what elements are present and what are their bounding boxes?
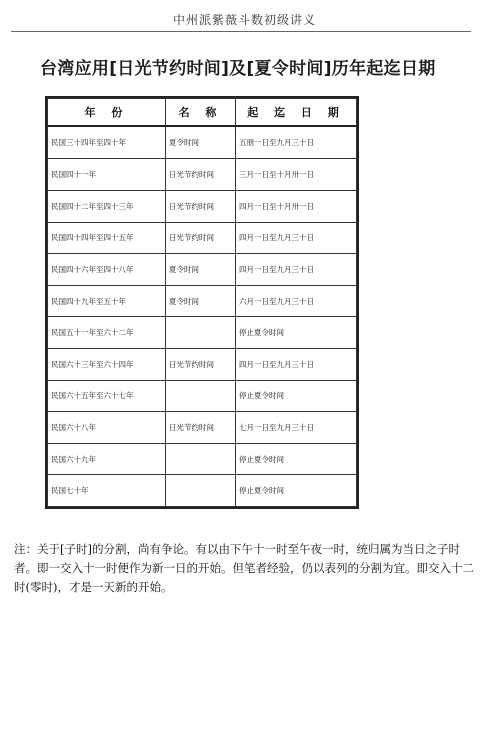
table-row xyxy=(48,159,357,191)
name-cell: 日光节约时间 xyxy=(166,191,236,223)
year-cell: 民国五十一年至六十二年 xyxy=(48,317,166,349)
header-dates: 起 迄 日 期 xyxy=(236,99,357,127)
year-cell: 民国三十四年至四十年 xyxy=(48,126,166,159)
year-cell: 民国七十年 xyxy=(48,475,166,507)
year-cell: 民国六十八年 xyxy=(48,412,166,444)
name-cell: 夏令时间 xyxy=(166,126,236,159)
dst-table xyxy=(45,96,359,509)
name-cell xyxy=(166,317,236,349)
table-row xyxy=(48,317,357,349)
table-header-row xyxy=(48,99,357,127)
header-name: 名 称 xyxy=(166,99,236,127)
year-cell: 民国四十四年至四十五年 xyxy=(48,222,166,254)
name-cell xyxy=(166,475,236,507)
dates-cell: 四月一日至九月三十日 xyxy=(236,348,357,380)
running-header: 中州派紫薇斗数初级讲义 xyxy=(172,13,316,27)
dates-cell: 四月一日至九月三十日 xyxy=(236,254,357,286)
table-row xyxy=(48,475,357,507)
dates-cell: 四月一日至九月三十日 xyxy=(236,222,357,254)
table-row xyxy=(48,285,357,317)
dates-cell: 停止夏令时间 xyxy=(236,475,357,507)
dst-grid xyxy=(47,98,357,507)
table-row xyxy=(48,222,357,254)
table-row xyxy=(48,380,357,412)
dates-cell: 停止夏令时间 xyxy=(236,380,357,412)
year-cell: 民国四十一年 xyxy=(48,159,166,191)
header-rule xyxy=(11,31,471,32)
name-cell xyxy=(166,380,236,412)
table-row xyxy=(48,412,357,444)
name-cell xyxy=(166,443,236,475)
year-cell: 民国六十三年至六十四年 xyxy=(48,348,166,380)
year-cell: 民国六十五年至六十七年 xyxy=(48,380,166,412)
dates-cell: 停止夏令时间 xyxy=(236,443,357,475)
name-cell: 日光节约时间 xyxy=(166,348,236,380)
year-cell: 民国六十九年 xyxy=(48,443,166,475)
year-cell: 民国四十二年至四十三年 xyxy=(48,191,166,223)
table-row xyxy=(48,348,357,380)
table-row xyxy=(48,254,357,286)
dates-cell: 停止夏令时间 xyxy=(236,317,357,349)
table-row xyxy=(48,126,357,159)
dates-cell: 五朋一日至九月三十日 xyxy=(236,126,357,159)
name-cell: 日光节约时间 xyxy=(166,159,236,191)
dates-cell: 七月一日至九月三十日 xyxy=(236,412,357,444)
table-title: 台湾应用[日光节约时间]及[夏令时间]历年起迄日期 xyxy=(40,59,436,79)
dates-cell: 六月一日至九月三十日 xyxy=(236,285,357,317)
name-cell: 日光节约时间 xyxy=(166,222,236,254)
name-cell: 日光节约时间 xyxy=(166,412,236,444)
year-cell: 民国四十六年至四十八年 xyxy=(48,254,166,286)
dates-cell: 三月一日至十月卅一日 xyxy=(236,159,357,191)
dates-cell: 四月一日至十月卅一日 xyxy=(236,191,357,223)
name-cell: 夏令时间 xyxy=(166,285,236,317)
footnote: 注：关于[子时]的分割，尚有争论。有以由下午十一时至午夜一时，统归属为当日之子时者。即一交入十一时便作为新一日的开始。但笔者经验，仍以表列的分割为宜。即交入十二时(零时)，才是一天新的开始。 xyxy=(14,542,474,594)
table-row xyxy=(48,443,357,475)
header-year: 年 份 xyxy=(48,99,166,127)
year-cell: 民国四十九年至五十年 xyxy=(48,285,166,317)
name-cell: 夏令时间 xyxy=(166,254,236,286)
table-row xyxy=(48,191,357,223)
